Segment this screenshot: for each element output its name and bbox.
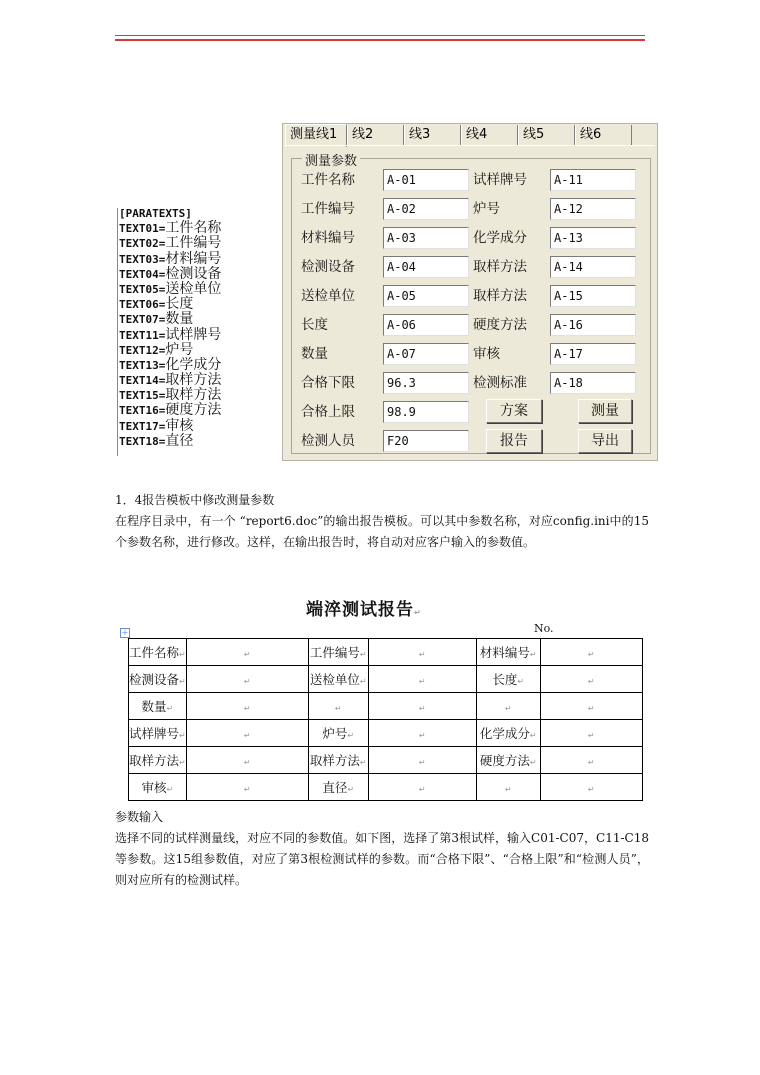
paragraph-mark-icon: ↵: [418, 676, 426, 686]
paratexts-line: [119, 358, 221, 373]
paragraph-mark-icon: ↵: [587, 784, 595, 794]
paragraph-mark-icon: ↵: [179, 758, 186, 767]
paratexts-line: [119, 328, 221, 343]
params-group: [291, 154, 651, 454]
paragraph-mark-icon: ↵: [243, 784, 251, 794]
paragraph-mark-icon: ↵: [243, 757, 251, 767]
report-field-value[interactable]: [540, 720, 642, 747]
report-cell-text: 材料编号: [479, 645, 530, 660]
report-cell-text: 数量: [141, 699, 167, 714]
paratexts-key: TEXT02=: [119, 237, 166, 251]
paratexts-value: 材料编号: [165, 250, 222, 267]
label-chemical-composition: 化学成分: [473, 230, 527, 246]
report-field-value[interactable]: [186, 747, 308, 774]
label-material-number: 材料编号: [301, 230, 355, 246]
report-table-row: [129, 666, 643, 693]
header-rule-thin: [115, 35, 645, 36]
paragraph-mark-icon: ↵: [529, 731, 537, 740]
report-field-label: [129, 693, 187, 720]
hardness-method-input[interactable]: A-16: [550, 314, 636, 336]
report-field-label: [308, 747, 368, 774]
paratexts-key: TEXT04=: [119, 267, 166, 281]
paragraph-mark-icon: ↵: [529, 758, 537, 767]
paratexts-margin-line: [117, 208, 118, 456]
section-paragraph: 在程序目录中，有一个 “report6.doc”的输出报告模板。可以其中参数名称，对应config.ini中的15个参数名称，进行修改。这样，在输出报告时，将自动对应客户输入的参数值。: [115, 514, 649, 549]
report-cell-text: 工件编号: [309, 645, 360, 660]
paratexts-key: TEXT17=: [119, 419, 166, 433]
paragraph-mark-icon: ↵: [587, 730, 595, 740]
report-field-value[interactable]: [540, 666, 642, 693]
paratexts-key: TEXT15=: [119, 389, 166, 403]
report-cell-text: 取样方法: [129, 753, 180, 768]
paratexts-line: [119, 236, 221, 251]
report-field-value[interactable]: [476, 774, 540, 801]
label-part-number: 工件编号: [301, 201, 355, 217]
label-lower-limit: 合格下限: [301, 375, 355, 391]
section-heading: 1．4报告模板中修改测量参数: [115, 493, 275, 507]
report-field-label: [476, 666, 540, 693]
tab-line-6[interactable]: 线6: [575, 125, 632, 145]
report-cell-text: 长度: [492, 672, 518, 687]
label-hardness-method: 硬度方法: [473, 317, 527, 333]
report-field-value[interactable]: [540, 774, 642, 801]
test-equipment-input[interactable]: A-04: [383, 256, 469, 278]
report-cell-text: 审核: [141, 780, 167, 795]
report-field-label: [129, 666, 187, 693]
label-sample-grade: 试样牌号: [473, 172, 527, 188]
report-field-value[interactable]: [368, 720, 476, 747]
paragraph-mark-icon: ↵: [179, 650, 186, 659]
input-section-paragraph: 选择不同的试样测量线，对应不同的参数值。如下图，选择了第3根试样，输入C01-C07，C11-C18等参数。这15组参数值，对应了第3根检测试样的参数。而“合格下限”、“合格上限”和“检测人员”，则对应所有的检测试样。: [115, 831, 649, 887]
paragraph-mark-icon: ↵: [587, 676, 595, 686]
report-field-value[interactable]: [368, 693, 476, 720]
paratexts-value: 长度: [165, 296, 194, 313]
paragraph-mark-icon: ↵: [243, 703, 251, 713]
paratexts-line: [119, 373, 221, 388]
export-button[interactable]: 导出: [578, 429, 632, 453]
paragraph-mark-icon: ↵: [359, 758, 367, 767]
label-length: 长度: [301, 317, 328, 333]
report-table-row: [129, 639, 643, 666]
report-field-value[interactable]: [368, 666, 476, 693]
paragraph-mark-icon: ↵: [179, 677, 186, 686]
paragraph-mark-icon: ↵: [243, 649, 251, 659]
paratexts-key: TEXT14=: [119, 374, 166, 388]
paragraph-mark-icon: ↵: [334, 703, 342, 713]
label-heat-number: 炉号: [473, 201, 500, 217]
paratexts-line: [119, 434, 221, 449]
report-cell-text: 试样牌号: [129, 726, 180, 741]
measure-button[interactable]: 测量: [578, 399, 632, 423]
sampling-method-2-input[interactable]: A-15: [550, 285, 636, 307]
paratexts-key: TEXT11=: [119, 328, 166, 342]
paragraph-mark-icon: ↵: [418, 730, 426, 740]
report-field-value[interactable]: [540, 693, 642, 720]
quantity-input[interactable]: A-07: [383, 343, 469, 365]
report-field-label: [308, 639, 368, 666]
paratexts-value: 试样牌号: [165, 326, 222, 343]
report-cell-text: 炉号: [322, 726, 348, 741]
test-standard-input[interactable]: A-18: [550, 372, 636, 394]
report-button[interactable]: 报告: [486, 429, 542, 453]
report-table-row: [129, 774, 643, 801]
paratexts-line: [119, 343, 221, 358]
label-inspector: 检测人员: [301, 433, 355, 449]
paratexts-line: [119, 252, 221, 267]
paratexts-value: 检测设备: [165, 265, 222, 282]
paragraph-mark-icon: ↵: [418, 649, 426, 659]
report-field-value[interactable]: [186, 639, 308, 666]
paratexts-value: 炉号: [165, 341, 194, 358]
paratexts-key: TEXT06=: [119, 298, 166, 312]
report-field-value[interactable]: [368, 639, 476, 666]
paragraph-mark-icon: ↵: [517, 677, 525, 686]
chemical-composition-input[interactable]: A-13: [550, 227, 636, 249]
table-move-handle-icon[interactable]: +: [121, 628, 129, 637]
paragraph-mark-icon: ↵: [504, 784, 512, 794]
report-field-value[interactable]: [368, 774, 476, 801]
tab-line-1[interactable]: 测量线1: [285, 124, 347, 147]
report-field-label: [308, 666, 368, 693]
paratexts-line: [119, 282, 221, 297]
tab-line-4[interactable]: 线4: [461, 125, 518, 145]
inspector-input[interactable]: F20: [383, 430, 469, 452]
tab-line-3[interactable]: 线3: [404, 125, 461, 145]
scheme-button[interactable]: 方案: [486, 399, 542, 423]
paragraph-mark-icon: ↵: [587, 703, 595, 713]
report-table-row: [129, 720, 643, 747]
label-submitting-unit: 送检单位: [301, 288, 355, 304]
paragraph-mark-icon: ↵: [359, 677, 367, 686]
report-field-label: [308, 720, 368, 747]
material-number-input[interactable]: A-03: [383, 227, 469, 249]
paratexts-value: 硬度方法: [165, 402, 222, 419]
report-field-label: [129, 747, 187, 774]
paratexts-value: 取样方法: [165, 372, 222, 389]
report-field-label: [476, 720, 540, 747]
paratexts-line: [119, 221, 221, 236]
paragraph-mark-icon: ↵: [347, 785, 355, 794]
paratexts-value: 数量: [165, 311, 194, 328]
paratexts-value: 取样方法: [165, 387, 222, 404]
report-field-value[interactable]: [476, 693, 540, 720]
paragraph-mark-icon: ↵: [347, 731, 355, 740]
report-field-label: [129, 639, 187, 666]
tab-line-5[interactable]: 线5: [518, 125, 575, 145]
report-cell-text: 检测设备: [129, 672, 180, 687]
paratexts-value: 送检单位: [165, 280, 222, 297]
label-part-name: 工件名称: [301, 172, 355, 188]
tab-strip-line: [285, 145, 655, 146]
length-input[interactable]: A-06: [383, 314, 469, 336]
report-field-label: [308, 774, 368, 801]
label-sampling-method-1: 取样方法: [473, 259, 527, 275]
paratexts-value: 工件名称: [165, 220, 222, 237]
paragraph-mark-icon: ↵: [418, 784, 426, 794]
paratexts-value: 化学成分: [165, 356, 222, 373]
paratexts-line: [119, 267, 221, 282]
report-field-value[interactable]: [186, 720, 308, 747]
label-sampling-method-2: 取样方法: [473, 288, 527, 304]
paratexts-line: [119, 419, 221, 434]
report-cell-text: 化学成分: [479, 726, 530, 741]
sample-grade-input[interactable]: A-11: [550, 169, 636, 191]
paragraph-mark-icon: ↵: [587, 757, 595, 767]
report-cell-text: 硬度方法: [479, 753, 530, 768]
paratexts-key: TEXT05=: [119, 282, 166, 296]
report-table: [128, 638, 643, 801]
report-field-value[interactable]: [186, 666, 308, 693]
report-field-label: [129, 720, 187, 747]
report-number-label: No.: [534, 622, 554, 635]
paratexts-key: TEXT12=: [119, 343, 166, 357]
header-rule-thick: [115, 39, 645, 41]
label-test-equipment: 检测设备: [301, 259, 355, 275]
paratexts-key: TEXT13=: [119, 358, 166, 372]
tab-line-2[interactable]: 线2: [347, 125, 404, 145]
label-review: 审核: [473, 346, 500, 362]
sampling-method-1-input[interactable]: A-14: [550, 256, 636, 278]
review-input[interactable]: A-17: [550, 343, 636, 365]
report-cell-text: 直径: [322, 780, 348, 795]
paratexts-line: [119, 403, 221, 418]
report-field-value[interactable]: [308, 693, 368, 720]
paragraph-mark-icon: ↵: [587, 649, 595, 659]
part-number-input[interactable]: A-02: [383, 198, 469, 220]
paragraph-mark-icon: ↵: [504, 703, 512, 713]
part-name-input[interactable]: A-01: [383, 169, 469, 191]
report-field-value[interactable]: [368, 747, 476, 774]
report-field-value[interactable]: [186, 774, 308, 801]
paratexts-header: [PARATEXTS]: [119, 207, 192, 220]
params-group-title: 测量参数: [302, 150, 360, 169]
paratexts-listing: [117, 206, 247, 456]
paragraph-mark-icon: ↵: [166, 704, 174, 713]
report-field-label: [476, 639, 540, 666]
paratexts-value: 审核: [165, 417, 194, 434]
report-cell-text: 取样方法: [309, 753, 360, 768]
paragraph-mark-icon: ↵: [418, 757, 426, 767]
paratexts-value: 直径: [165, 432, 194, 449]
heat-number-input[interactable]: A-12: [550, 198, 636, 220]
paratexts-key: TEXT03=: [119, 252, 166, 266]
paragraph-mark-icon: ↵: [243, 676, 251, 686]
label-quantity: 数量: [301, 346, 328, 362]
report-title: 端淬测试报告↵: [306, 600, 422, 620]
report-field-value[interactable]: [540, 639, 642, 666]
paragraph-mark-icon: ↵: [359, 650, 367, 659]
report-table-row: [129, 693, 643, 720]
label-upper-limit: 合格上限: [301, 404, 355, 420]
paratexts-key: TEXT18=: [119, 434, 166, 448]
paragraph-mark-icon: ↵: [243, 730, 251, 740]
paragraph-mark-icon: ↵: [418, 703, 426, 713]
upper-limit-input[interactable]: 98.9: [383, 401, 469, 423]
paratexts-key: TEXT07=: [119, 313, 166, 327]
report-field-label: [476, 747, 540, 774]
submitting-unit-input[interactable]: A-05: [383, 285, 469, 307]
paratexts-line: [119, 312, 221, 327]
report-field-label: [129, 774, 187, 801]
paragraph-mark-icon: ↵: [166, 785, 174, 794]
report-cell-text: 工件名称: [129, 645, 180, 660]
label-test-standard: 检测标准: [473, 375, 527, 391]
measurement-dialog: [282, 123, 658, 461]
paratexts-key: TEXT01=: [119, 222, 166, 236]
report-table-row: [129, 747, 643, 774]
report-cell-text: 送检单位: [309, 672, 360, 687]
paratexts-value: 工件编号: [165, 235, 222, 252]
report-field-value[interactable]: [186, 693, 308, 720]
lower-limit-input[interactable]: 96.3: [383, 372, 469, 394]
report-field-value[interactable]: [540, 747, 642, 774]
paratexts-key: TEXT16=: [119, 404, 166, 418]
input-section-heading: 参数输入: [115, 810, 164, 824]
paragraph-mark-icon: ↵: [179, 731, 186, 740]
paragraph-mark-icon: ↵: [529, 650, 537, 659]
